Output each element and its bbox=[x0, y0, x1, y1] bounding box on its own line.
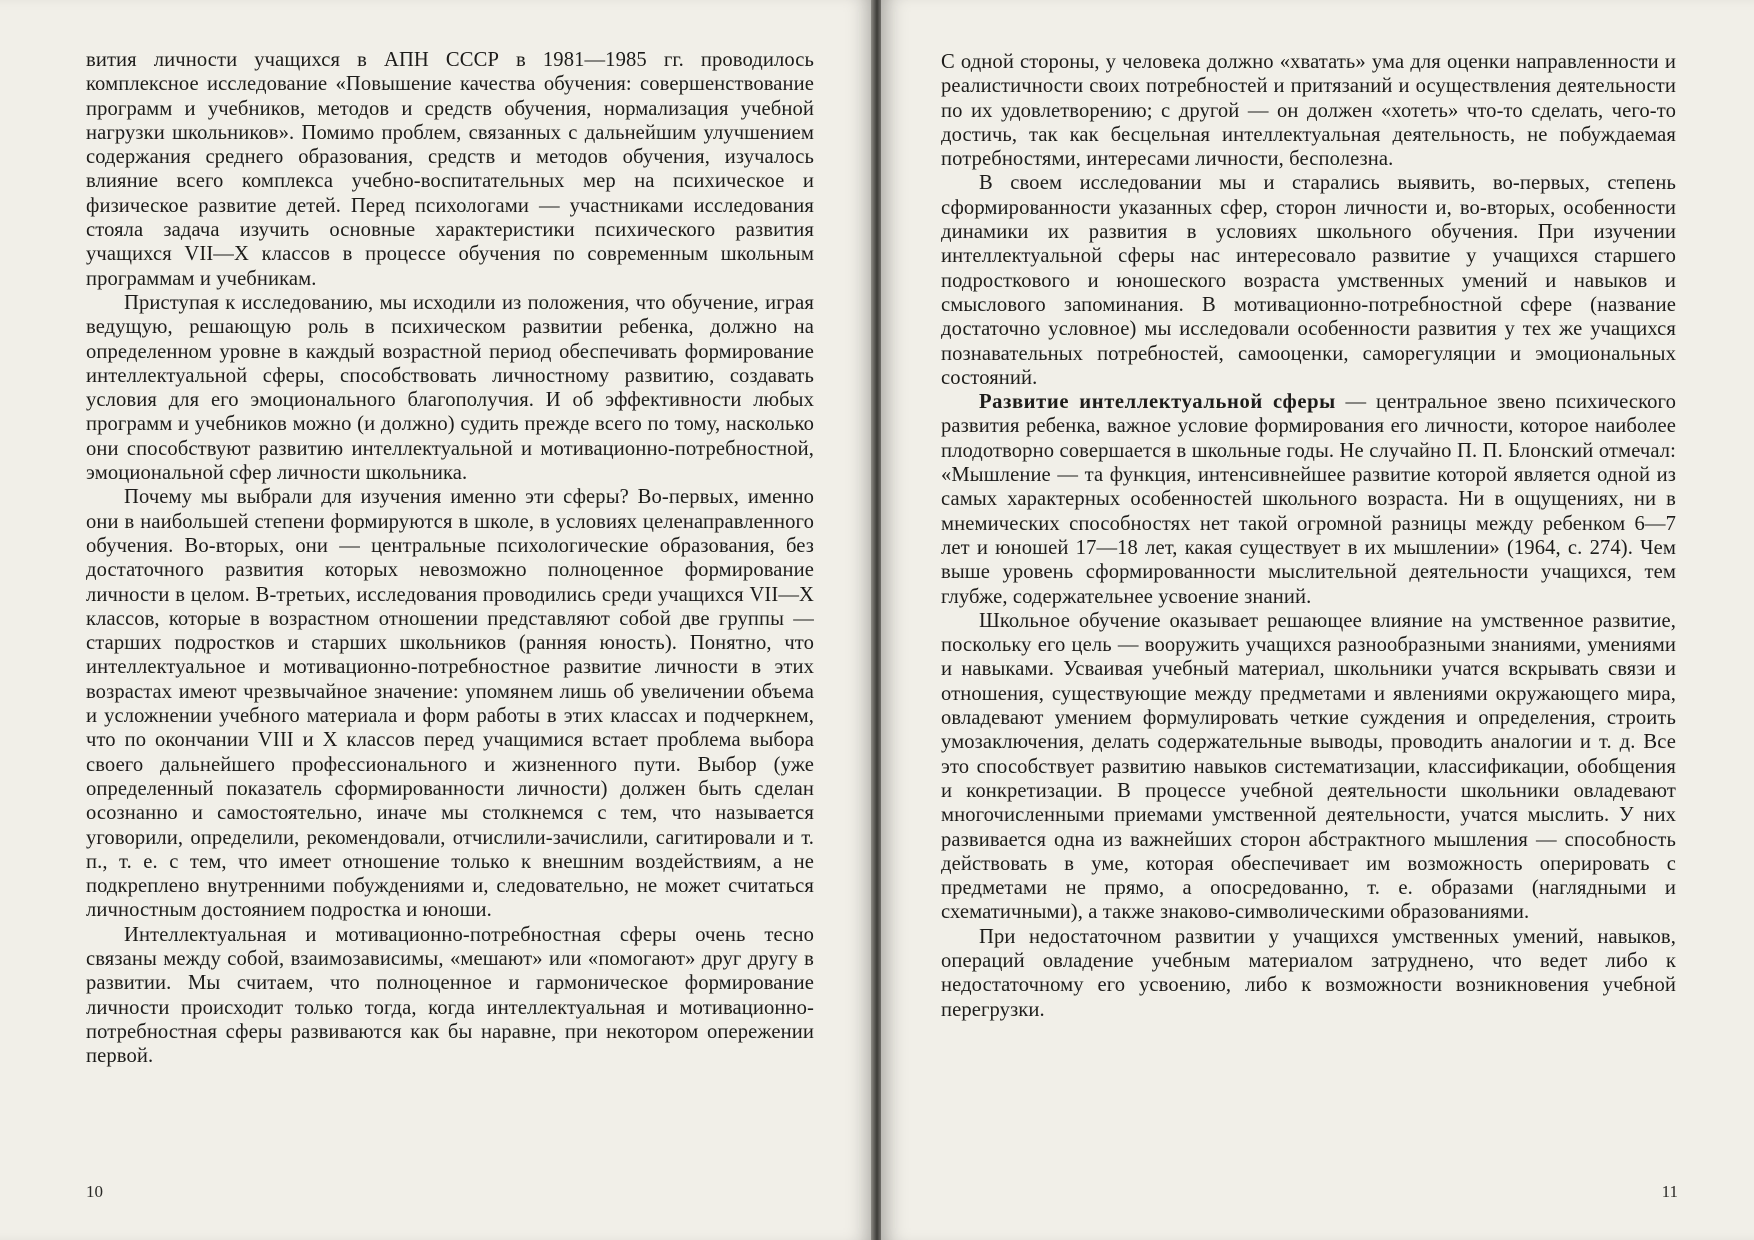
section-heading-text: — центральное звено психического развития ребенка, важное условие формирования его личности, которое наиболее плодотворно совершается в школьные годы. Не случайно П. П. Блонский отмечал: «Мышление — та функция, интенсивнейшее развитие которой является одной из самых характерных особенностей школьного возраста. Ни в ощущениях, ни в мнемических способностях нет такой огромной разницы между ребенком 6—7 лет и юношей 17—18 лет, какая существует в их мышлении» (1964, с. 274). Чем выше уровень сформированности мыслительной деятельности учащихся, тем глубже, содержательнее усвоение знаний. bbox=[941, 391, 1676, 608]
right-page bbox=[881, 0, 1754, 1240]
right-page-text bbox=[941, 50, 1676, 1022]
paragraph: Приступая к исследованию, мы исходили из положения, что обучение, играя ведущую, решающую роль в психическом развитии ребенка, должно на определенном уровне в каждый возрастной период обеспечивать формирование интеллектуальной сферы, способствовать личностному развитию, создавать условия для его эмоционального благополучия. И об эффективности любых программ и учебников можно (и должно) судить прежде всего по тому, насколько они способствуют развитию интеллектуальной и мотивационно-потребностной, эмоциональной сфер личности школьника. bbox=[86, 291, 814, 485]
left-page-text bbox=[86, 48, 814, 1068]
paragraph: Почему мы выбрали для изучения именно эти сферы? Во-первых, именно они в наибольшей степени формируются в школе, в условиях целенаправленного обучения. Во-вторых, они — центральные психологические образования, без достаточного развития которых невозможно полноценное формирование личности в целом. В-третьих, исследования проводились среди учащихся VII—X классов, которые в возрастном отношении представляют собой две группы — старших подростков и старших школьников (ранняя юность). Понятно, что интеллектуальное и мотивационно-потребностное развитие личности в этих возрастах имеют чрезвычайное значение: упомянем лишь об увеличении объема и усложнении учебного материала и форм работы в этих классах и подчеркнем, что по окончании VIII и X классов перед учащимися встает проблема выбора своего дальнейшего профессионального и жизненного пути. Выбор (уже определенный показатель сформированности личности) должен быть сделан осознанно и самостоятельно, иначе мы столкнемся с тем, что называется уговорили, определили, рекомендовали, отчислили-зачислили, сагитировали и т. п., т. е. с тем, что имеет отношение только к внешним воздействиям, а не подкреплено внутренними побуждениями и, следовательно, не может считаться личностным достоянием подростка и юноши. bbox=[86, 486, 814, 922]
paragraph: При недостаточном развитии у учащихся умственных умений, навыков, операций овладение учебным материалом затруднено, что ведет либо к недостаточному его усвоению, либо к возможности возникновения учебной перегрузки. bbox=[941, 925, 1676, 1021]
paragraph: С одной стороны, у человека должно «хватать» ума для оценки направленности и реалистичности своих потребностей и притязаний и осуществления деятельности по их удовлетворению; с другой — он должен «хотеть» что-то сделать, чего-то достичь, так как бесцельная интеллектуальная деятельность, не побуждаемая потребностями, интересами личности, бесполезна. bbox=[941, 51, 1676, 171]
paragraph: Интеллектуальная и мотивационно-потребностная сферы очень тесно связаны между собой, взаимозависимы, «мешают» или «помогают» друг другу в развитии. Мы считаем, что полноценное и гармоническое формирование личности происходит только тогда, когда интеллектуальная и мотивационно-потребностная сферы развиваются как бы наравне, при некотором опережении первой. bbox=[86, 923, 814, 1068]
paragraph: В своем исследовании мы и старались выявить, во-первых, степень сформированности указанных сфер, сторон личности и, во-вторых, особенности динамики их развития в условиях школьного обучения. При изучении интеллектуальной сферы нас интересовало развитие у учащихся старшего подросткового и юношеского возраста умственных умений и навыков и смыслового запоминания. В мотивационно-потребностной сфере (название достаточно условное) мы исследовали особенности развития у тех же учащихся познавательных потребностей, самооценки, саморегуляции и эмоциональных состояний. bbox=[941, 172, 1676, 389]
page-number: 10 bbox=[86, 1182, 103, 1201]
paragraph: Школьное обучение оказывает решающее влияние на умственное развитие, поскольку его цель — вооружить учащихся разнообразными знаниями, умениями и навыками. Усваивая учебный материал, школьники учатся вскрывать связи и отношения, существующие между предметами и явлениями окружающего мира, овладевают умением формулировать четкие суждения и определения, строить умозаключения, делать содержательные выводы, проводить аналогии и т. д. Все это способствует развитию навыков систематизации, классификации, обобщения и конкретизации. В процессе учебной деятельности школьники овладевают многочисленными приемами умственной деятельности, учатся мыслить. У них развивается одна из важнейших сторон абстрактного мышления — способность действовать в уме, которая обеспечивает им возможность оперировать с предметами не прямо, а опосредованно, т. е. образами (наглядными и схематичными), а также знаково-символическими образованиями. bbox=[941, 609, 1676, 924]
section-heading: Развитие интеллектуальной сферы bbox=[979, 391, 1336, 414]
left-page bbox=[0, 0, 873, 1240]
page-number: 11 bbox=[1661, 1182, 1678, 1201]
section-paragraph bbox=[941, 390, 1676, 609]
paragraph: вития личности учащихся в АПН СССР в 1981—1985 гг. проводилось комплексное исследование «Повышение качества обучения: совершенствование программ и учебников, методов и средств обучения, нормализация учебной нагрузки школьников». Помимо проблем, связанных с дальнейшим улучшением содержания среднего образования, средств и методов обучения, изучалось влияние всего комплекса учебно-воспитательных мер на психическое и физическое развитие детей. Перед психологами — участниками исследования стояла задача изучить основные характеристики психического развития учащихся VII—X классов в процессе обучения по современным школьным программам и учебникам. bbox=[86, 49, 814, 290]
